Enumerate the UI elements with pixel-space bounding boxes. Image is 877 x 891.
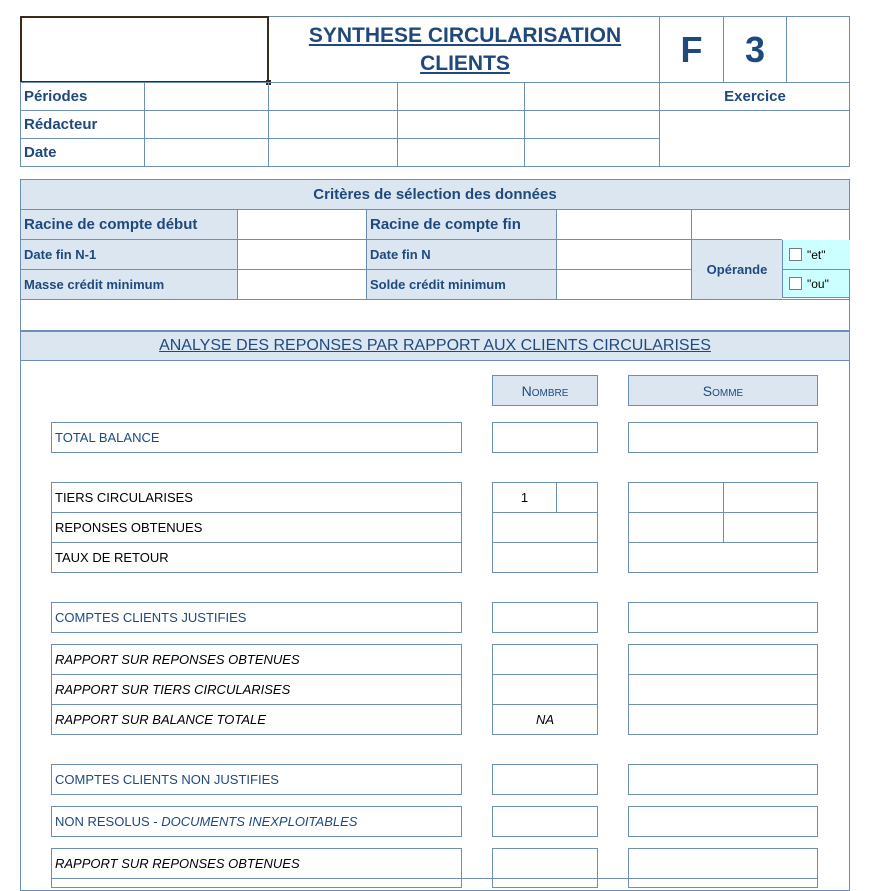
racine-extra-field[interactable]	[692, 210, 849, 239]
rapport-tiers-1-label: RAPPORT SUR TIERS CIRCULARISES	[55, 682, 291, 697]
periodes-cell-4[interactable]	[525, 83, 659, 110]
page-title-line1: SYNTHESE CIRCULARISATION	[308, 23, 622, 47]
date-label: Date	[24, 144, 57, 161]
non-resolus-suffix: DOCUMENTS INEXPLOITABLES	[161, 814, 358, 829]
solde-credit-field[interactable]	[557, 270, 691, 299]
option-et-checkbox[interactable]	[782, 240, 850, 269]
rapport-tiers-1-somme[interactable]	[629, 675, 817, 704]
comptes-non-justifies-nombre[interactable]	[492, 764, 598, 795]
criteria-title: Critères de sélection des données	[21, 180, 849, 209]
masse-credit-label: Masse crédit minimum	[21, 270, 237, 299]
reponses-obtenues-somme[interactable]	[629, 513, 723, 542]
non-resolus-nombre[interactable]	[492, 806, 598, 837]
page-title	[270, 16, 660, 83]
racine-debut-field[interactable]	[238, 210, 366, 239]
redacteur-label: Rédacteur	[24, 116, 98, 133]
rapport-reponses-1-label: RAPPORT SUR REPONSES OBTENUES	[55, 652, 300, 667]
total-balance-nombre[interactable]	[492, 422, 598, 453]
tiers-circularises-nombre[interactable]: 1	[520, 490, 529, 505]
tiers-circularises-somme[interactable]	[629, 483, 723, 512]
reponses-obtenues-nombre[interactable]	[493, 513, 597, 542]
logo-cell[interactable]	[20, 16, 269, 83]
taux-retour-nombre[interactable]	[493, 543, 597, 572]
periodes-cell-3[interactable]	[398, 83, 524, 110]
non-resolus-somme[interactable]	[628, 806, 818, 837]
rapport-balance-1-label: RAPPORT SUR BALANCE TOTALE	[55, 712, 266, 727]
option-et-label: "et"	[807, 247, 826, 262]
date-fin-n-field[interactable]	[557, 240, 691, 269]
racine-fin-field[interactable]	[557, 210, 691, 239]
comptes-justifies-somme[interactable]	[628, 602, 818, 633]
date-fin-n1-label: Date fin N-1	[21, 240, 237, 269]
rapport-reponses-2-somme[interactable]	[628, 848, 818, 888]
analysis-title-text: ANALYSE DES REPONSES PAR RAPPORT AUX CLIENTS CIRCULARISES	[159, 337, 711, 354]
rapport-reponses-2-label: RAPPORT SUR REPONSES OBTENUES	[55, 856, 300, 871]
analysis-title	[21, 332, 849, 361]
taux-retour-label: TAUX DE RETOUR	[55, 550, 169, 565]
exercice-label: Exercice	[724, 88, 786, 105]
periodes-cell-1[interactable]	[145, 83, 268, 110]
col-header-nombre: Nombre	[492, 375, 598, 406]
option-ou-label: "ou"	[807, 276, 829, 291]
racine-debut-label: Racine de compte début	[21, 210, 237, 239]
racine-fin-label: Racine de compte fin	[367, 210, 556, 239]
checkbox-et-icon[interactable]	[789, 248, 802, 261]
comptes-justifies-nombre[interactable]	[492, 602, 598, 633]
operande-label: Opérande	[692, 240, 782, 299]
code-letter: F	[680, 28, 703, 70]
rapport-reponses-2-nombre[interactable]	[492, 848, 598, 888]
comptes-justifies-label: COMPTES CLIENTS JUSTIFIES	[51, 602, 462, 633]
rapport-balance-1-somme[interactable]	[629, 705, 817, 734]
rapport-tiers-1-nombre[interactable]	[493, 675, 597, 704]
taux-retour-somme[interactable]	[629, 543, 817, 572]
tiers-circularises-label: TIERS CIRCULARISES	[55, 490, 193, 505]
col-header-somme: Somme	[628, 375, 818, 406]
masse-credit-field[interactable]	[238, 270, 366, 299]
comptes-non-justifies-label: COMPTES CLIENTS NON JUSTIFIES	[51, 764, 462, 795]
date-fin-n-label: Date fin N	[367, 240, 556, 269]
rapport-reponses-1-somme[interactable]	[629, 645, 817, 674]
total-balance-somme[interactable]	[628, 422, 818, 453]
exercice-cell[interactable]	[660, 111, 850, 167]
non-resolus-prefix: NON RESOLUS -	[55, 814, 162, 829]
comptes-non-justifies-somme[interactable]	[628, 764, 818, 795]
solde-credit-label: Solde crédit minimum	[367, 270, 556, 299]
checkbox-ou-icon[interactable]	[789, 277, 802, 290]
rapport-reponses-1-nombre[interactable]	[493, 645, 597, 674]
rapport-balance-1-nombre[interactable]: NA	[535, 712, 555, 727]
reponses-obtenues-label: REPONSES OBTENUES	[55, 520, 203, 535]
date-fin-n1-field[interactable]	[238, 240, 366, 269]
option-ou-checkbox[interactable]	[782, 269, 850, 298]
periodes-label: Périodes	[24, 88, 88, 105]
total-balance-label: TOTAL BALANCE	[51, 422, 462, 453]
page-title-line2: CLIENTS	[420, 51, 510, 75]
non-resolus-label	[51, 806, 462, 837]
periodes-cell-2[interactable]	[269, 83, 397, 110]
code-number: 3	[744, 28, 766, 70]
tiers-circularises-nombre-extra[interactable]	[557, 483, 597, 512]
